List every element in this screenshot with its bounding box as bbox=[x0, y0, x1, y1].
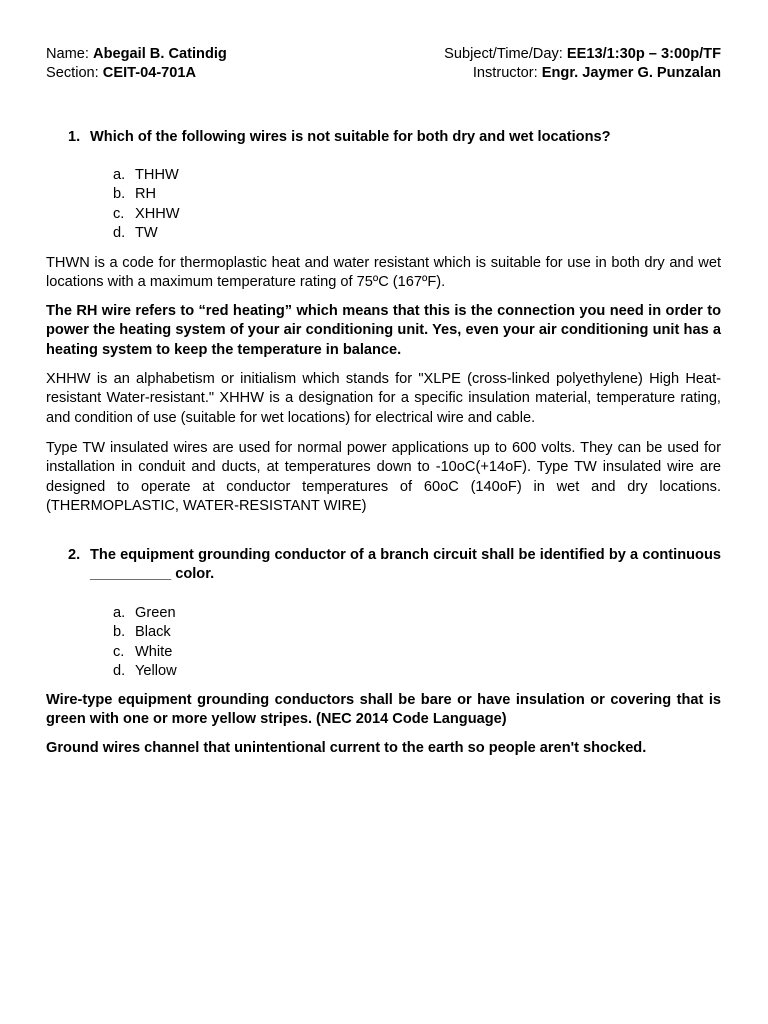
header-row-1 bbox=[46, 45, 721, 64]
student-name: Name: Abegail B. Catindig bbox=[46, 46, 227, 62]
question-2-options bbox=[113, 604, 721, 682]
question-2 bbox=[46, 546, 721, 585]
explanation-grounding: Wire-type equipment grounding conductors shall be bare or have insulation or covering that is green with one or more yellow stripes. (NEC 2014 Code Language) bbox=[46, 692, 721, 728]
question-1-options bbox=[113, 166, 721, 244]
option-d: d. Yellow bbox=[113, 663, 177, 680]
question-1 bbox=[46, 128, 721, 147]
option-c: c. XHHW bbox=[113, 205, 180, 222]
explanation-tw: Type TW insulated wires are used for normal power applications up to 600 volts. They can be used for installation in conduit and ducts, at temperatures down to -10oC(+14oF). Type TW insulated wire are designed to operate at conductor temperatures of 60oC (140oF) in wet and dry locations. (THERMOPLASTIC, WATER-RESISTANT WIRE) bbox=[46, 440, 721, 515]
student-section: Section: CEIT-04-701A bbox=[46, 65, 197, 82]
option-d: d. TW bbox=[113, 225, 158, 242]
document-header bbox=[46, 45, 721, 84]
explanation-ground-wires: Ground wires channel that unintentional current to the earth so people aren't shocked. bbox=[46, 740, 647, 756]
explanation-rh: The RH wire refers to “red heating” which means that this is the connection you need in order to power the heating system of your air conditioning unit. Yes, even your air conditioning unit has a heating system to keep the temperature in balance. bbox=[46, 303, 721, 358]
question-text: The equipment grounding conductor of a branch circuit shall be identified by a continuous __________ color. bbox=[90, 547, 721, 583]
question-number: 2. bbox=[68, 547, 81, 563]
option-a: a. Green bbox=[113, 605, 176, 621]
option-b: b. Black bbox=[113, 624, 171, 641]
subject-time-day: Subject/Time/Day: EE13/1:30p – 3:00p/TF bbox=[444, 46, 721, 62]
question-number: 1. bbox=[68, 129, 81, 145]
header-row-2 bbox=[46, 64, 721, 83]
instructor: Instructor: Engr. Jaymer G. Punzalan bbox=[472, 65, 721, 82]
explanation-thwn: THWN is a code for thermoplastic heat and water resistant which is suitable for use in both dry and wet locations with a maximum temperature rating of 75ºC (167ºF). bbox=[46, 255, 721, 291]
question-text: Which of the following wires is not suitable for both dry and wet locations? bbox=[90, 129, 611, 145]
option-b: b. RH bbox=[113, 186, 157, 203]
option-a: a. THHW bbox=[113, 167, 179, 183]
question-2-prompt bbox=[46, 546, 721, 585]
explanation-xhhw: XHHW is an alphabetism or initialism which stands for "XLPE (cross-linked polyethylene) High Heat-resistant Water-resistant." XHHW is a designation for a specific insulation material, temperature rating, and condition of use (suitable for wet locations) for electrical wire and cable. bbox=[46, 371, 721, 426]
question-1-prompt bbox=[46, 128, 721, 147]
option-c: c. White bbox=[113, 643, 173, 660]
